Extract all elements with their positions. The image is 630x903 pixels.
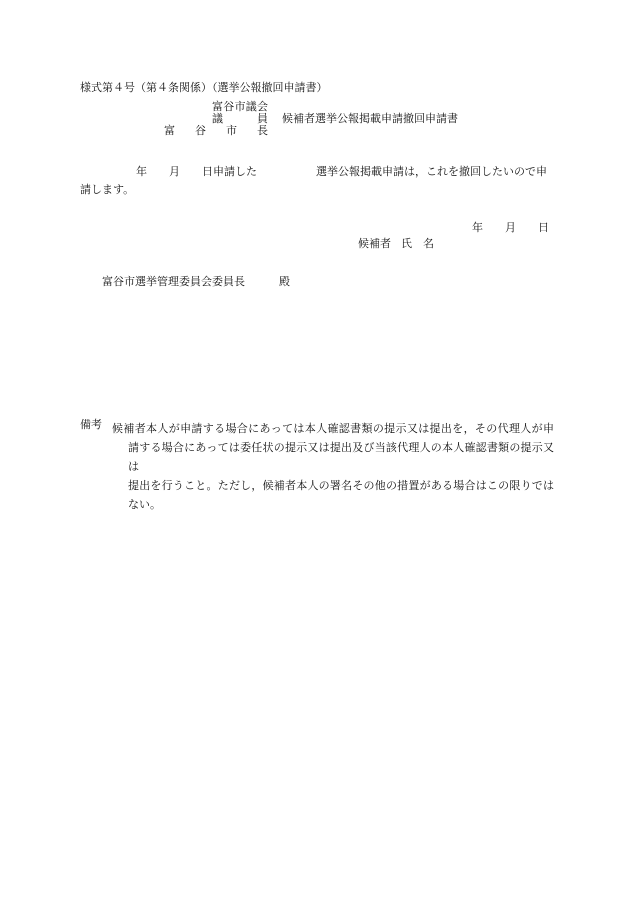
name-label: 氏 名 [401,237,434,250]
remarks-line-3: 提出を行うこと。ただし，候補者本人の署名その他の措置がある場合はこの限りではない。 [128,479,554,511]
authority-city-council: 富谷市議会 [212,100,268,113]
document-title: 候補者選挙公報掲載申請撤回申請書 [282,112,458,125]
candidate-label: 候補者 [358,237,391,250]
honorific: 殿 [279,275,290,288]
remarks-line-2: 請する場合にあっては委任状の提示又は提出及び当該代理人の本人確認書類の提示又は [128,441,554,473]
request-body-continuation: 請します。 [80,183,135,196]
submission-date: 年 月 日 [472,221,549,234]
remarks-label: 備考 [80,418,102,431]
request-date-line: 年 月 日申請した [136,165,257,178]
remarks-section [80,419,554,514]
remarks-text [112,419,554,514]
remarks-line-1: 候補者本人が申請する場合にあっては本人確認書類の提示又は提出を，その代理人が申 [112,422,554,435]
authority-mayor: 富 谷 市 長 [164,124,268,137]
candidate-name-line [358,238,444,249]
form-number: 様式第４号（第４条関係）（選挙公報撤回申請書） [80,81,328,94]
addressee: 富谷市選挙管理委員会委員長 [102,275,245,288]
authority-council-member: 議 員 [212,112,268,125]
request-body: 選挙公報掲載申請は，これを撤回したいので申 [316,165,547,178]
addressee-line [102,276,290,287]
